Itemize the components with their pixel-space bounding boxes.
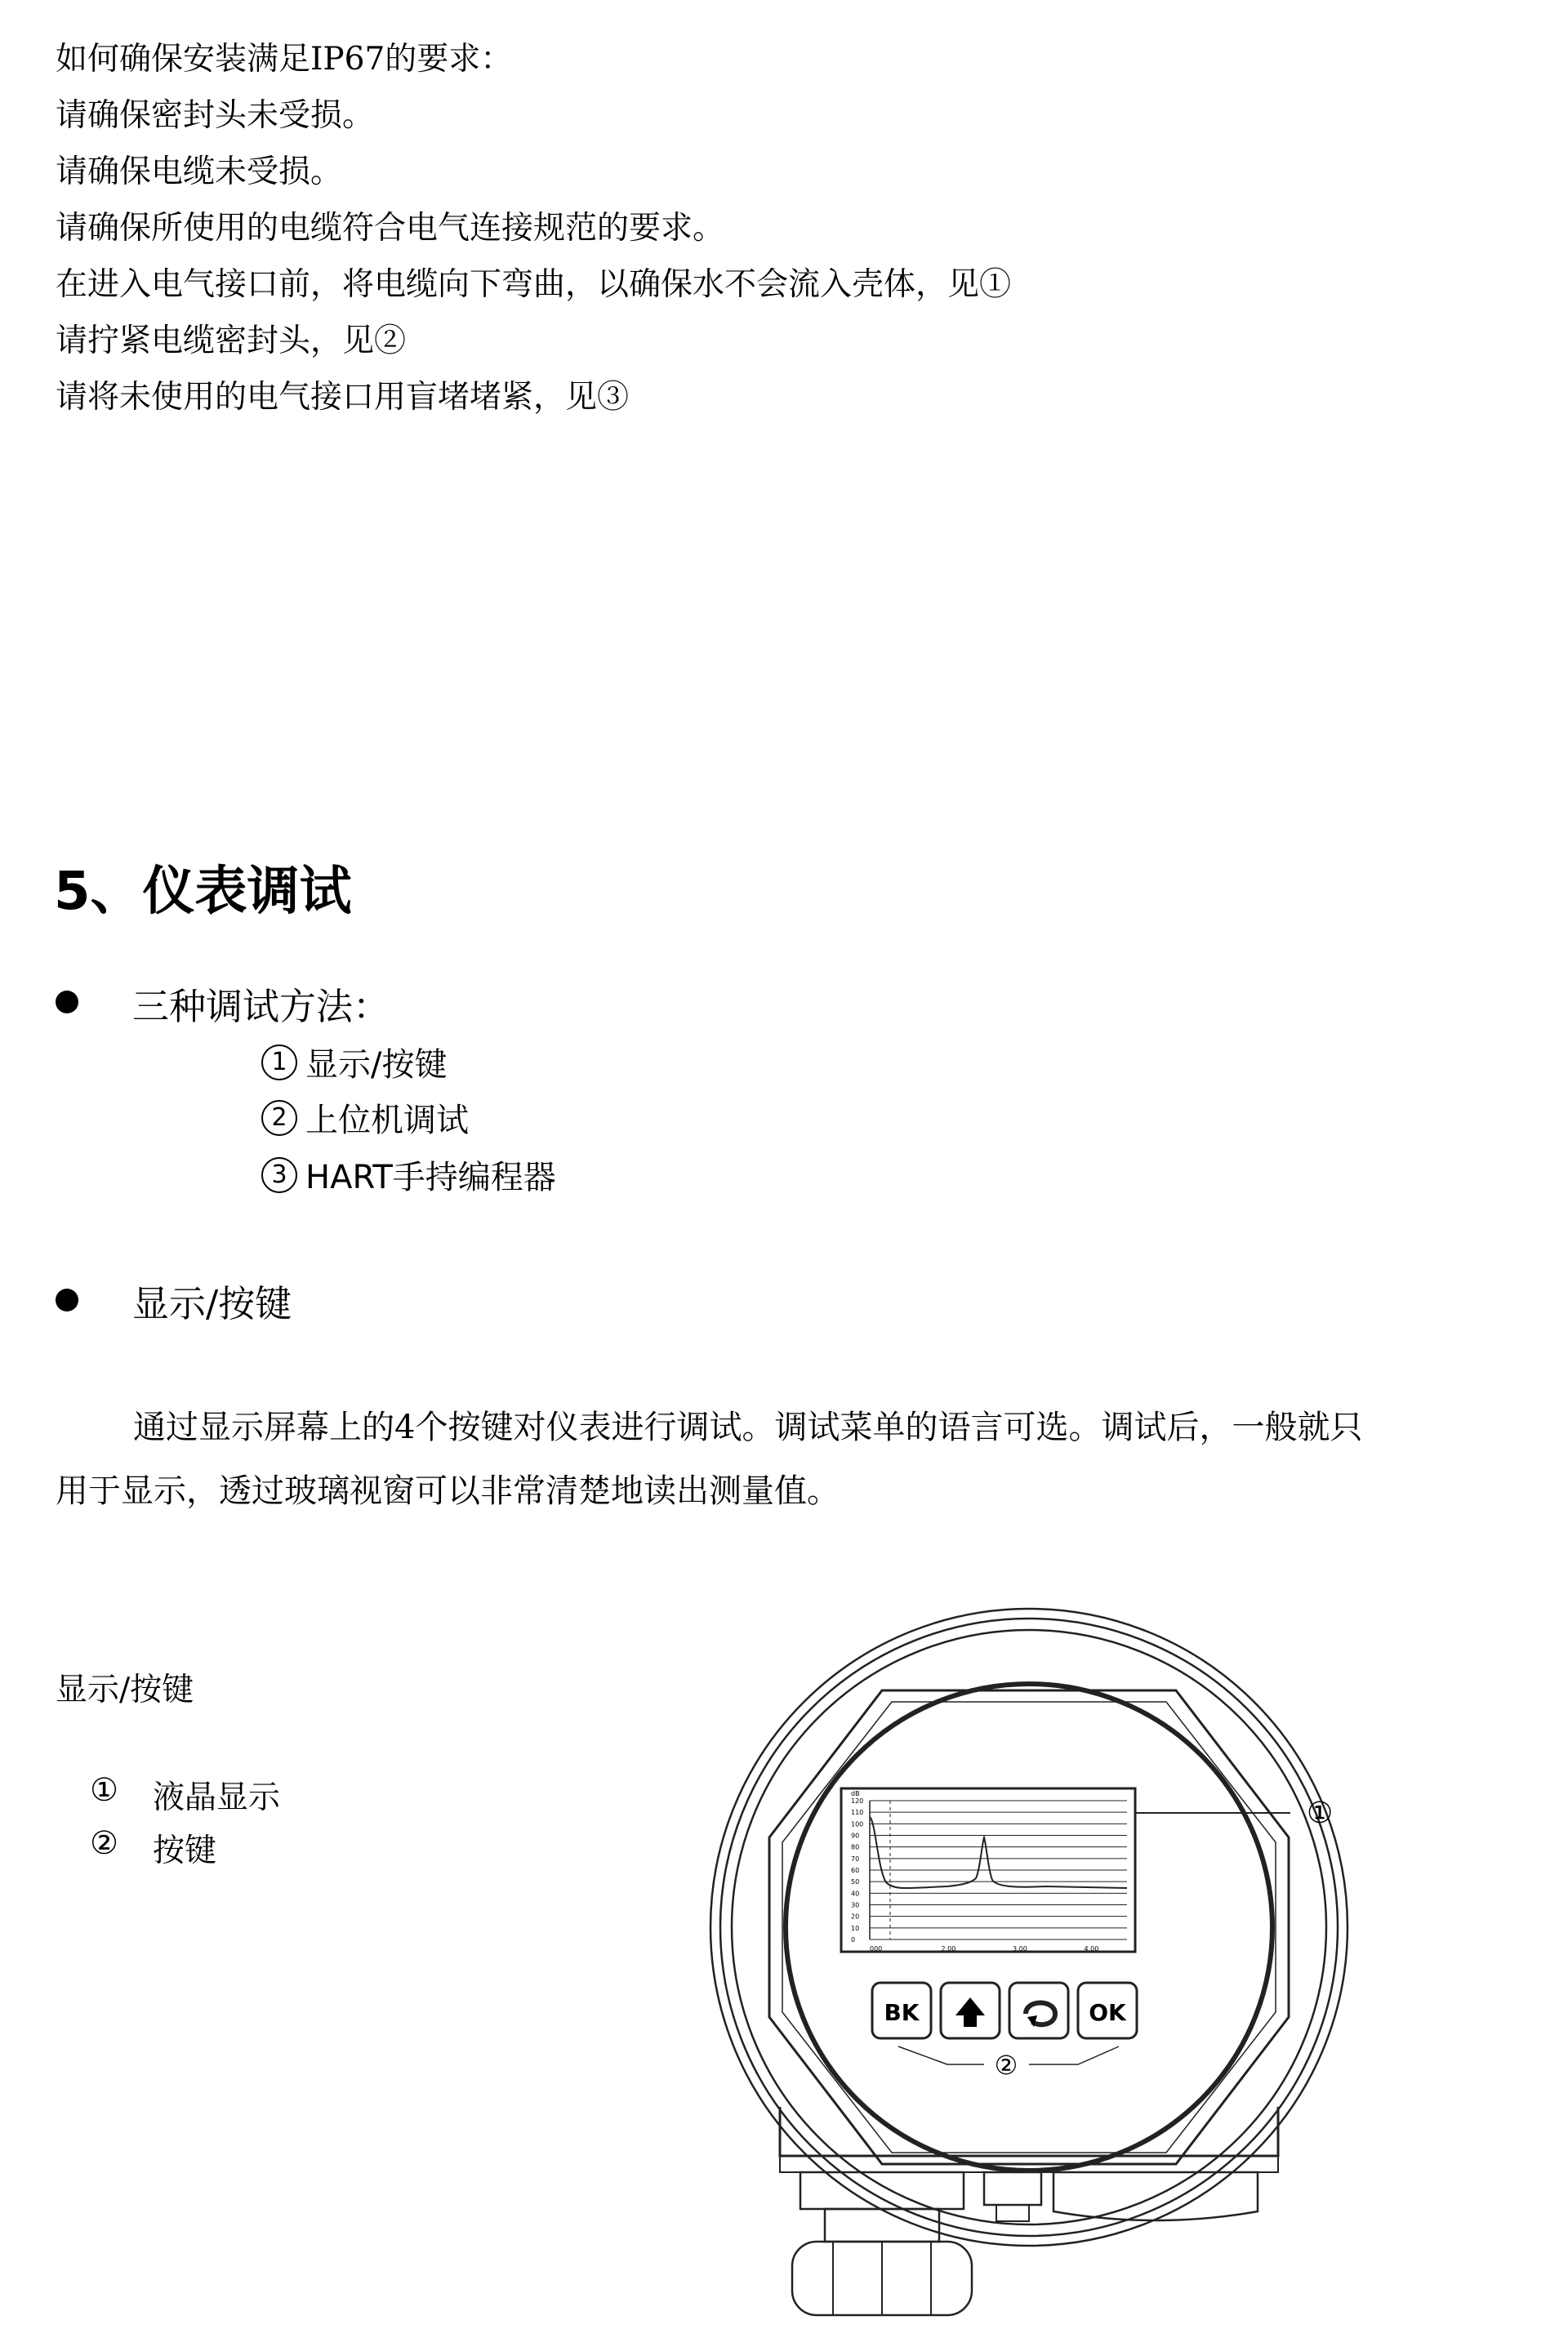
lcd-x-tick: 4.00 bbox=[1084, 1945, 1099, 1953]
lcd-y-tick: 90 bbox=[851, 1832, 860, 1840]
up-arrow-icon bbox=[956, 1997, 985, 2027]
lcd-y-tick: 100 bbox=[851, 1820, 864, 1828]
housing-ring-2 bbox=[720, 1619, 1338, 2236]
cable-gland-body bbox=[825, 2209, 939, 2242]
paragraph-line-1: 通过显示屏幕上的4个按键对仪表进行调试。调试菜单的语言可选。调试后，一般就只 bbox=[133, 1409, 1363, 1446]
legend-num: ① bbox=[90, 1772, 118, 1809]
intro-line-3: 请确保电缆未受损。 bbox=[56, 154, 343, 190]
legend-text: 按键 bbox=[152, 1833, 216, 1869]
bk-label: BK bbox=[884, 1999, 920, 2026]
lcd-y-unit: dB bbox=[851, 1790, 860, 1797]
lcd-y-tick: 120 bbox=[851, 1797, 864, 1805]
paragraph-line-2: 用于显示，透过玻璃视窗可以非常清楚地读出测量值。 bbox=[56, 1472, 840, 1510]
lcd-y-tick: 30 bbox=[851, 1901, 860, 1909]
circle-number: 1 bbox=[261, 1044, 297, 1080]
return-arrow-icon bbox=[1026, 2003, 1055, 2025]
intro-line-6: 请拧紧电缆密封头，见② bbox=[56, 323, 407, 359]
center-connector-tab bbox=[996, 2205, 1029, 2221]
housing-lower-body bbox=[780, 2107, 1278, 2156]
lcd-x-tick: 3.00 bbox=[1013, 1945, 1027, 1953]
method-item-3 bbox=[261, 1151, 556, 1198]
intro-line-5: 在进入电气接口前，将电缆向下弯曲，以确保水不会流入壳体，见① bbox=[56, 266, 1012, 303]
callout-2-label: ② bbox=[994, 2050, 1018, 2081]
housing-outer-ring bbox=[710, 1609, 1348, 2246]
section-title: 5、仪表调试 bbox=[54, 862, 352, 922]
lcd-x-tick: 000 bbox=[870, 1945, 883, 1953]
lcd-y-tick: 80 bbox=[851, 1843, 860, 1851]
up-arrow-button[interactable] bbox=[941, 1983, 1000, 2038]
lcd-x-tick: 2.00 bbox=[941, 1945, 956, 1953]
lcd-y-tick: 40 bbox=[851, 1890, 860, 1898]
legend-text: 液晶显示 bbox=[152, 1779, 280, 1816]
enter-button[interactable] bbox=[1009, 1983, 1068, 2038]
lcd-y-tick: 110 bbox=[851, 1809, 864, 1817]
lcd-echo-curve bbox=[870, 1817, 1127, 1888]
callout-2-line-left bbox=[898, 2046, 984, 2064]
method-text: HART手持编程器 bbox=[305, 1159, 556, 1196]
method-item-1 bbox=[261, 1039, 447, 1085]
lcd-y-tick: 20 bbox=[851, 1913, 860, 1921]
ok-button[interactable] bbox=[1078, 1983, 1137, 2038]
cable-gland-nut bbox=[800, 2172, 964, 2209]
intro-line-1: 如何确保安装满足IP67的要求： bbox=[56, 41, 513, 78]
intro-line-2: 请确保密封头未受损。 bbox=[56, 97, 375, 134]
lcd-y-tick: 60 bbox=[851, 1867, 860, 1874]
ok-label: OK bbox=[1089, 1999, 1126, 2026]
intro-line-7: 请将未使用的电气接口用盲堵堵紧，见③ bbox=[56, 379, 630, 416]
lcd-y-tick: 10 bbox=[851, 1924, 860, 1932]
center-connector bbox=[984, 2172, 1041, 2205]
legend-num: ② bbox=[90, 1825, 118, 1862]
legend-item-2 bbox=[90, 1825, 216, 1871]
lcd-y-tick: 0 bbox=[851, 1936, 856, 1944]
housing-ring-3 bbox=[732, 1630, 1326, 2224]
legend-item-1 bbox=[90, 1772, 280, 1818]
figure-caption: 显示/按键 bbox=[56, 1672, 194, 1708]
method-text: 显示/按键 bbox=[305, 1046, 448, 1084]
lcd-y-tick: 50 bbox=[851, 1878, 860, 1886]
bullet-methods-label: 三种调试方法： bbox=[132, 985, 390, 1028]
method-text: 上位机调试 bbox=[305, 1102, 469, 1139]
intro-line-4: 请确保所使用的电缆符合电气连接规范的要求。 bbox=[56, 210, 725, 247]
circle-number: 3 bbox=[261, 1157, 297, 1193]
method-item-2 bbox=[261, 1094, 469, 1141]
bullet-dot-2 bbox=[56, 1289, 78, 1312]
circle-number: 2 bbox=[261, 1100, 297, 1136]
bk-button[interactable] bbox=[872, 1983, 931, 2038]
lcd-y-tick: 70 bbox=[851, 1855, 860, 1863]
cover-octagon bbox=[769, 1690, 1289, 2164]
lcd-plot bbox=[851, 1790, 1127, 1953]
bullet-dot-1 bbox=[56, 991, 78, 1013]
device-illustration bbox=[702, 1601, 1519, 2338]
callout-2-line-right bbox=[1029, 2046, 1119, 2064]
callout-1-label: ① bbox=[1307, 1797, 1334, 1830]
bullet-display-label: 显示/按键 bbox=[132, 1282, 292, 1325]
